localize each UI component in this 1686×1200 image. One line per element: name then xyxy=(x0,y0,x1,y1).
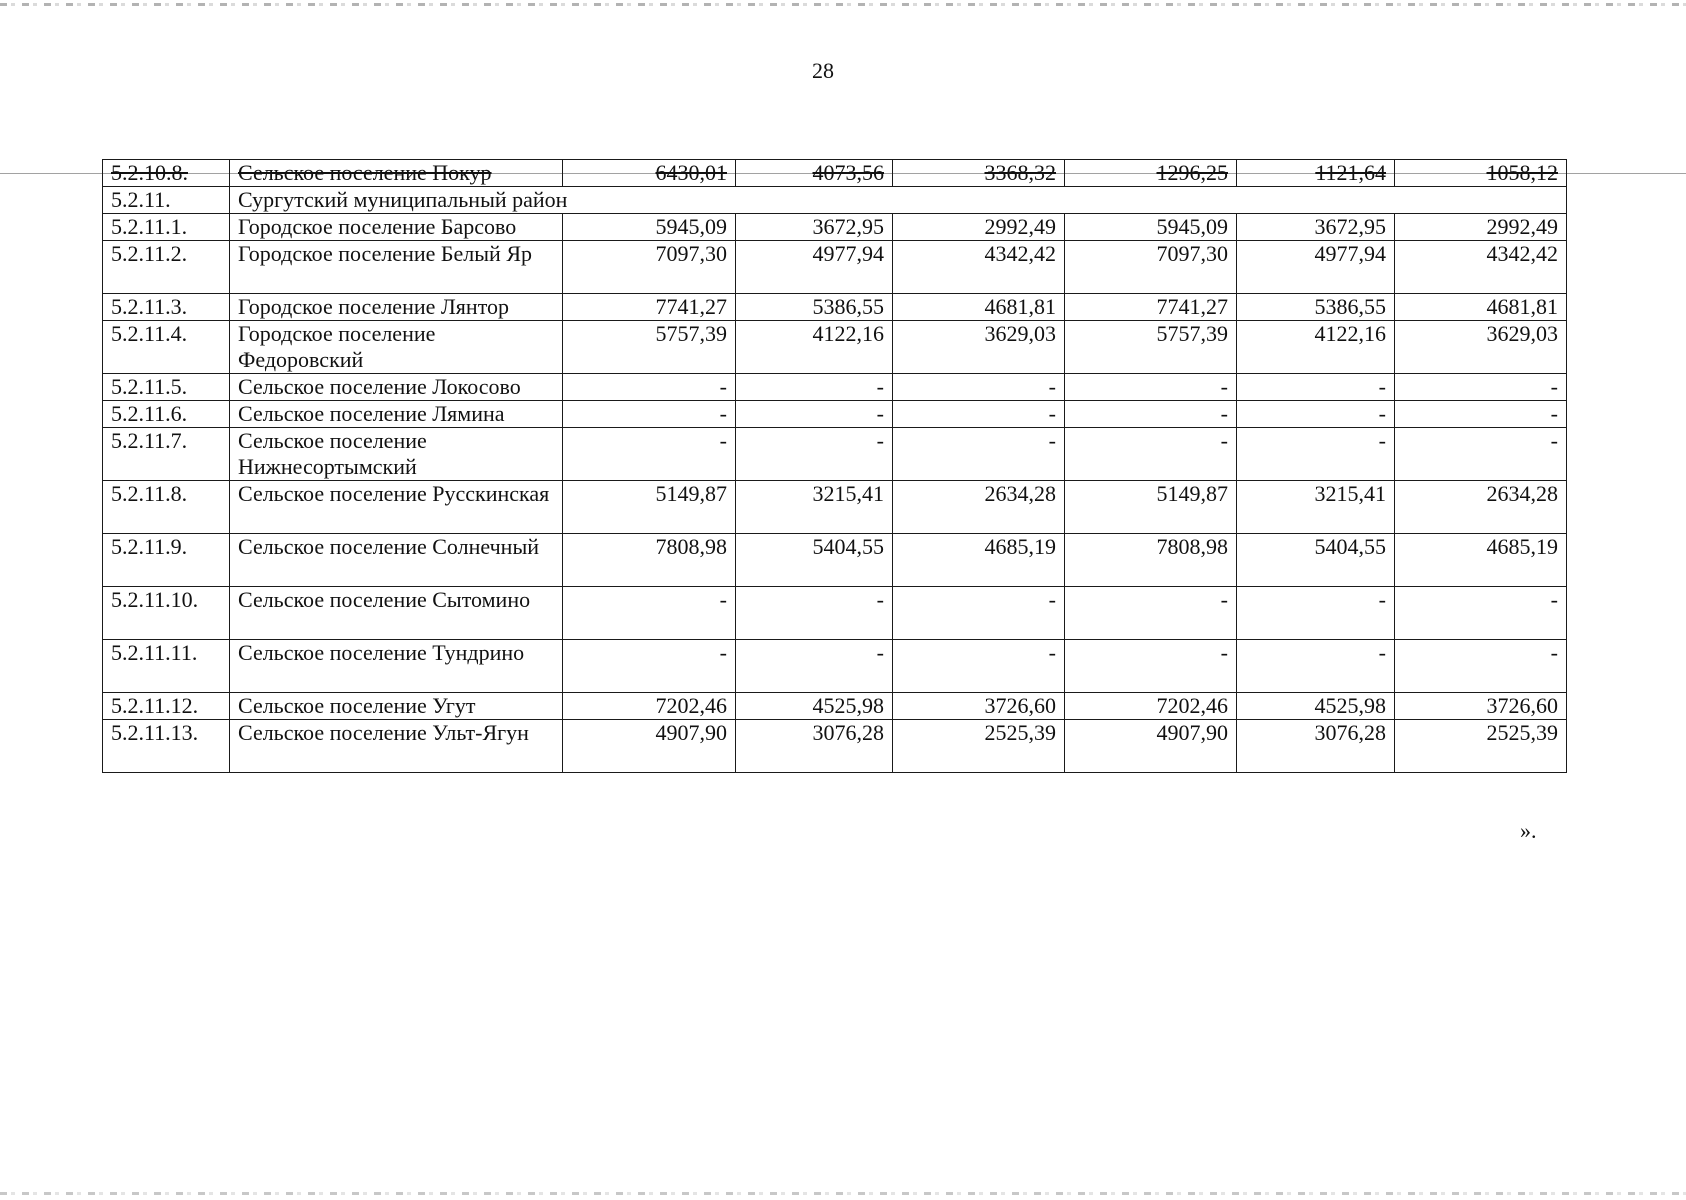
value-cell-5 xyxy=(1237,587,1395,640)
row-code xyxy=(103,401,230,428)
value-cell-4 xyxy=(1065,321,1237,374)
value-text: - xyxy=(1048,401,1056,426)
value-cell-1 xyxy=(563,720,736,773)
value-text: - xyxy=(1220,640,1228,665)
value-text: 7202,46 xyxy=(655,693,727,718)
row-code-text: 5.2.11.3. xyxy=(111,294,188,319)
row-code xyxy=(103,534,230,587)
settlement-name-text: Сельское поселение Локосово xyxy=(238,374,521,399)
value-text: - xyxy=(1220,587,1228,612)
value-cell-1 xyxy=(563,214,736,241)
value-text: - xyxy=(1550,374,1558,399)
value-cell-1 xyxy=(563,481,736,534)
value-text: 5945,09 xyxy=(1156,214,1228,239)
value-cell-5 xyxy=(1237,720,1395,773)
value-text: 4685,19 xyxy=(1486,534,1558,559)
value-cell-4 xyxy=(1065,720,1237,773)
settlement-name-text: Городское поселение Белый Яр xyxy=(238,241,532,266)
value-text: - xyxy=(719,640,727,665)
value-text: 4342,42 xyxy=(984,241,1056,266)
value-cell-4 xyxy=(1065,640,1237,693)
value-text: - xyxy=(1550,587,1558,612)
value-text: 4907,90 xyxy=(1156,720,1228,745)
value-cell-2 xyxy=(736,321,893,374)
value-text: - xyxy=(1550,640,1558,665)
value-text: 4685,19 xyxy=(984,534,1056,559)
value-text: 1121,64 xyxy=(1315,160,1386,185)
value-cell-1 xyxy=(563,587,736,640)
value-cell-2 xyxy=(736,160,893,187)
settlement-name xyxy=(230,720,563,773)
value-cell-3 xyxy=(893,587,1065,640)
value-cell-6 xyxy=(1395,640,1567,693)
settlement-name xyxy=(230,481,563,534)
value-text: 4977,94 xyxy=(812,241,884,266)
value-cell-5 xyxy=(1237,321,1395,374)
value-text: 2634,28 xyxy=(1486,481,1558,506)
row-code xyxy=(103,187,230,214)
value-cell-6 xyxy=(1395,321,1567,374)
value-cell-2 xyxy=(736,214,893,241)
row-code xyxy=(103,374,230,401)
value-cell-2 xyxy=(736,693,893,720)
value-text: 2525,39 xyxy=(1486,720,1558,745)
value-text: 2634,28 xyxy=(984,481,1056,506)
value-text: 3726,60 xyxy=(1486,693,1558,718)
table-row xyxy=(103,241,1567,294)
settlement-name xyxy=(230,640,563,693)
value-text: 2992,49 xyxy=(984,214,1056,239)
row-code xyxy=(103,720,230,773)
closing-quote: ». xyxy=(1520,818,1537,843)
row-code xyxy=(103,428,230,481)
value-text: 7741,27 xyxy=(1156,294,1228,319)
value-cell-4 xyxy=(1065,214,1237,241)
value-cell-1 xyxy=(563,374,736,401)
value-text: - xyxy=(1378,428,1386,453)
page-number: 28 xyxy=(812,58,834,83)
row-code-text: 5.2.11.1. xyxy=(111,214,188,239)
settlement-name xyxy=(230,160,563,187)
row-code-text: 5.2.11.5. xyxy=(111,374,188,399)
row-code-text: 5.2.10.8. xyxy=(111,160,188,185)
value-text: 4681,81 xyxy=(984,294,1056,319)
value-cell-3 xyxy=(893,321,1065,374)
value-text: 3215,41 xyxy=(812,481,884,506)
value-cell-6 xyxy=(1395,374,1567,401)
value-cell-4 xyxy=(1065,374,1237,401)
settlement-name xyxy=(230,241,563,294)
value-cell-5 xyxy=(1237,534,1395,587)
table-row xyxy=(103,374,1567,401)
value-cell-3 xyxy=(893,693,1065,720)
value-text: 7097,30 xyxy=(1156,241,1228,266)
value-text: - xyxy=(876,428,884,453)
value-cell-1 xyxy=(563,693,736,720)
settlement-name xyxy=(230,587,563,640)
row-code-text: 5.2.11.6. xyxy=(111,401,188,426)
value-text: 4525,98 xyxy=(812,693,884,718)
value-text: - xyxy=(1550,428,1558,453)
value-cell-4 xyxy=(1065,428,1237,481)
settlement-name xyxy=(230,534,563,587)
value-cell-5 xyxy=(1237,214,1395,241)
value-cell-2 xyxy=(736,481,893,534)
value-text: 4681,81 xyxy=(1486,294,1558,319)
value-text: 5404,55 xyxy=(1314,534,1386,559)
settlement-name-text: Городское поселение Лянтор xyxy=(238,294,510,319)
tariff-table xyxy=(102,159,1567,773)
table-row xyxy=(103,214,1567,241)
value-cell-1 xyxy=(563,160,736,187)
row-code xyxy=(103,294,230,321)
value-text: - xyxy=(1378,374,1386,399)
value-cell-4 xyxy=(1065,587,1237,640)
settlement-name-text: Сельское поселение Русскинская xyxy=(238,481,550,506)
table-row xyxy=(103,294,1567,321)
settlement-name xyxy=(230,214,563,241)
value-text: - xyxy=(1048,587,1056,612)
scan-edge-bottom xyxy=(0,1192,1686,1195)
settlement-name-text: Сельское поселение Угут xyxy=(238,693,476,718)
value-cell-6 xyxy=(1395,720,1567,773)
value-cell-5 xyxy=(1237,640,1395,693)
settlement-name-text: Сельское поселение Покур xyxy=(238,160,492,185)
value-text: 5757,39 xyxy=(1156,321,1228,346)
value-cell-2 xyxy=(736,241,893,294)
row-code-text: 5.2.11.13. xyxy=(111,720,199,745)
row-code xyxy=(103,481,230,534)
row-code-text: 5.2.11.11. xyxy=(111,640,198,665)
settlement-name-text: Городское поселение Барсово xyxy=(238,214,517,239)
value-text: 7202,46 xyxy=(1156,693,1228,718)
value-cell-4 xyxy=(1065,160,1237,187)
table-section-row xyxy=(103,187,1567,214)
value-cell-3 xyxy=(893,294,1065,321)
value-text: 3629,03 xyxy=(1486,321,1558,346)
value-cell-5 xyxy=(1237,428,1395,481)
value-cell-4 xyxy=(1065,241,1237,294)
row-code xyxy=(103,214,230,241)
value-text: - xyxy=(1378,587,1386,612)
value-text: - xyxy=(876,587,884,612)
row-code xyxy=(103,640,230,693)
value-text: - xyxy=(1048,374,1056,399)
settlement-name xyxy=(230,374,563,401)
value-cell-5 xyxy=(1237,693,1395,720)
value-cell-6 xyxy=(1395,534,1567,587)
row-code-text: 5.2.11.4. xyxy=(111,321,188,346)
value-text: 3368,32 xyxy=(984,160,1056,185)
row-code-text: 5.2.11. xyxy=(111,187,171,212)
table-row xyxy=(103,587,1567,640)
value-text: 5149,87 xyxy=(655,481,727,506)
value-text: - xyxy=(1048,640,1056,665)
value-cell-5 xyxy=(1237,294,1395,321)
value-cell-4 xyxy=(1065,481,1237,534)
row-code xyxy=(103,241,230,294)
row-code-text: 5.2.11.2. xyxy=(111,241,188,266)
settlement-name-text: Сельское поселение Тундрино xyxy=(238,640,525,665)
settlement-name-text: Сельское поселение Ульт-Ягун xyxy=(238,720,529,745)
value-cell-1 xyxy=(563,640,736,693)
value-text: 4073,56 xyxy=(812,160,884,185)
value-cell-6 xyxy=(1395,587,1567,640)
table-row xyxy=(103,693,1567,720)
value-text: 3629,03 xyxy=(984,321,1056,346)
scan-edge-top xyxy=(0,3,1686,6)
value-text: 5149,87 xyxy=(1156,481,1228,506)
value-text: - xyxy=(1550,401,1558,426)
value-text: 5757,39 xyxy=(655,321,727,346)
table-row xyxy=(103,321,1567,374)
row-code xyxy=(103,587,230,640)
value-text: 5945,09 xyxy=(655,214,727,239)
value-cell-2 xyxy=(736,720,893,773)
value-cell-3 xyxy=(893,160,1065,187)
settlement-name-text: Сельское поселение Лямина xyxy=(238,401,505,426)
value-text: - xyxy=(876,401,884,426)
value-text: - xyxy=(719,428,727,453)
value-cell-2 xyxy=(736,428,893,481)
value-text: 1058,12 xyxy=(1486,160,1558,185)
value-text: - xyxy=(719,374,727,399)
value-text: - xyxy=(1220,428,1228,453)
value-text: 7097,30 xyxy=(655,241,727,266)
value-cell-3 xyxy=(893,481,1065,534)
value-cell-6 xyxy=(1395,294,1567,321)
value-text: 3215,41 xyxy=(1314,481,1386,506)
value-cell-3 xyxy=(893,374,1065,401)
row-code xyxy=(103,160,230,187)
value-text: - xyxy=(1220,401,1228,426)
value-text: 3076,28 xyxy=(1314,720,1386,745)
table-row xyxy=(103,534,1567,587)
value-cell-6 xyxy=(1395,693,1567,720)
value-text: 5404,55 xyxy=(812,534,884,559)
value-text: - xyxy=(719,401,727,426)
value-cell-6 xyxy=(1395,428,1567,481)
section-title xyxy=(230,187,1567,214)
value-cell-4 xyxy=(1065,294,1237,321)
value-text: - xyxy=(1378,401,1386,426)
value-text: - xyxy=(1048,428,1056,453)
value-text: 5386,55 xyxy=(1314,294,1386,319)
row-code-text: 5.2.11.9. xyxy=(111,534,188,559)
table-row xyxy=(103,720,1567,773)
value-cell-4 xyxy=(1065,401,1237,428)
value-text: - xyxy=(719,587,727,612)
value-cell-6 xyxy=(1395,241,1567,294)
value-text: 4342,42 xyxy=(1486,241,1558,266)
value-cell-5 xyxy=(1237,374,1395,401)
value-text: 3726,60 xyxy=(984,693,1056,718)
row-code-text: 5.2.11.7. xyxy=(111,428,188,453)
value-cell-1 xyxy=(563,241,736,294)
value-cell-6 xyxy=(1395,401,1567,428)
value-text: 7808,98 xyxy=(1156,534,1228,559)
table-row xyxy=(103,401,1567,428)
row-code-text: 5.2.11.10. xyxy=(111,587,199,612)
settlement-name xyxy=(230,321,563,374)
value-text: 2525,39 xyxy=(984,720,1056,745)
value-cell-2 xyxy=(736,294,893,321)
value-cell-3 xyxy=(893,401,1065,428)
settlement-name-text: Сельское поселение Нижнесортымский xyxy=(238,428,427,479)
value-cell-6 xyxy=(1395,214,1567,241)
settlement-name xyxy=(230,428,563,481)
row-code xyxy=(103,321,230,374)
table-row xyxy=(103,640,1567,693)
value-cell-5 xyxy=(1237,401,1395,428)
value-cell-1 xyxy=(563,401,736,428)
value-cell-1 xyxy=(563,534,736,587)
value-cell-3 xyxy=(893,214,1065,241)
value-cell-2 xyxy=(736,587,893,640)
value-text: 1296,25 xyxy=(1156,160,1228,185)
value-text: 4977,94 xyxy=(1314,241,1386,266)
value-cell-5 xyxy=(1237,481,1395,534)
value-cell-3 xyxy=(893,640,1065,693)
table-row xyxy=(103,428,1567,481)
value-cell-4 xyxy=(1065,693,1237,720)
settlement-name xyxy=(230,401,563,428)
settlement-name xyxy=(230,693,563,720)
value-text: 5386,55 xyxy=(812,294,884,319)
value-cell-2 xyxy=(736,640,893,693)
value-cell-2 xyxy=(736,374,893,401)
value-text: 2992,49 xyxy=(1486,214,1558,239)
value-cell-1 xyxy=(563,428,736,481)
value-text: 7808,98 xyxy=(655,534,727,559)
value-cell-5 xyxy=(1237,241,1395,294)
value-text: - xyxy=(1220,374,1228,399)
value-text: - xyxy=(1378,640,1386,665)
value-text: 6430,01 xyxy=(655,160,727,185)
value-text: 4525,98 xyxy=(1314,693,1386,718)
value-cell-1 xyxy=(563,321,736,374)
value-cell-2 xyxy=(736,401,893,428)
value-text: 4122,16 xyxy=(812,321,884,346)
value-cell-6 xyxy=(1395,481,1567,534)
value-text: - xyxy=(876,640,884,665)
settlement-name xyxy=(230,294,563,321)
value-text: 3672,95 xyxy=(1314,214,1386,239)
value-text: 3076,28 xyxy=(812,720,884,745)
value-cell-1 xyxy=(563,294,736,321)
settlement-name-text: Сургутский муниципальный район xyxy=(238,187,568,212)
row-code-text: 5.2.11.12. xyxy=(111,693,199,718)
value-cell-6 xyxy=(1395,160,1567,187)
value-text: 4907,90 xyxy=(655,720,727,745)
settlement-name-text: Сельское поселение Солнечный xyxy=(238,534,540,559)
value-cell-3 xyxy=(893,534,1065,587)
value-text: 4122,16 xyxy=(1314,321,1386,346)
value-cell-3 xyxy=(893,720,1065,773)
table-row xyxy=(103,160,1567,187)
value-cell-4 xyxy=(1065,534,1237,587)
row-code-text: 5.2.11.8. xyxy=(111,481,188,506)
value-cell-3 xyxy=(893,241,1065,294)
table-row xyxy=(103,481,1567,534)
row-code xyxy=(103,693,230,720)
settlement-name-text: Городское поселение Федоровский xyxy=(238,321,436,372)
value-cell-5 xyxy=(1237,160,1395,187)
value-cell-3 xyxy=(893,428,1065,481)
value-text: 3672,95 xyxy=(812,214,884,239)
settlement-name-text: Сельское поселение Сытомино xyxy=(238,587,531,612)
value-text: 7741,27 xyxy=(655,294,727,319)
value-cell-2 xyxy=(736,534,893,587)
value-text: - xyxy=(876,374,884,399)
